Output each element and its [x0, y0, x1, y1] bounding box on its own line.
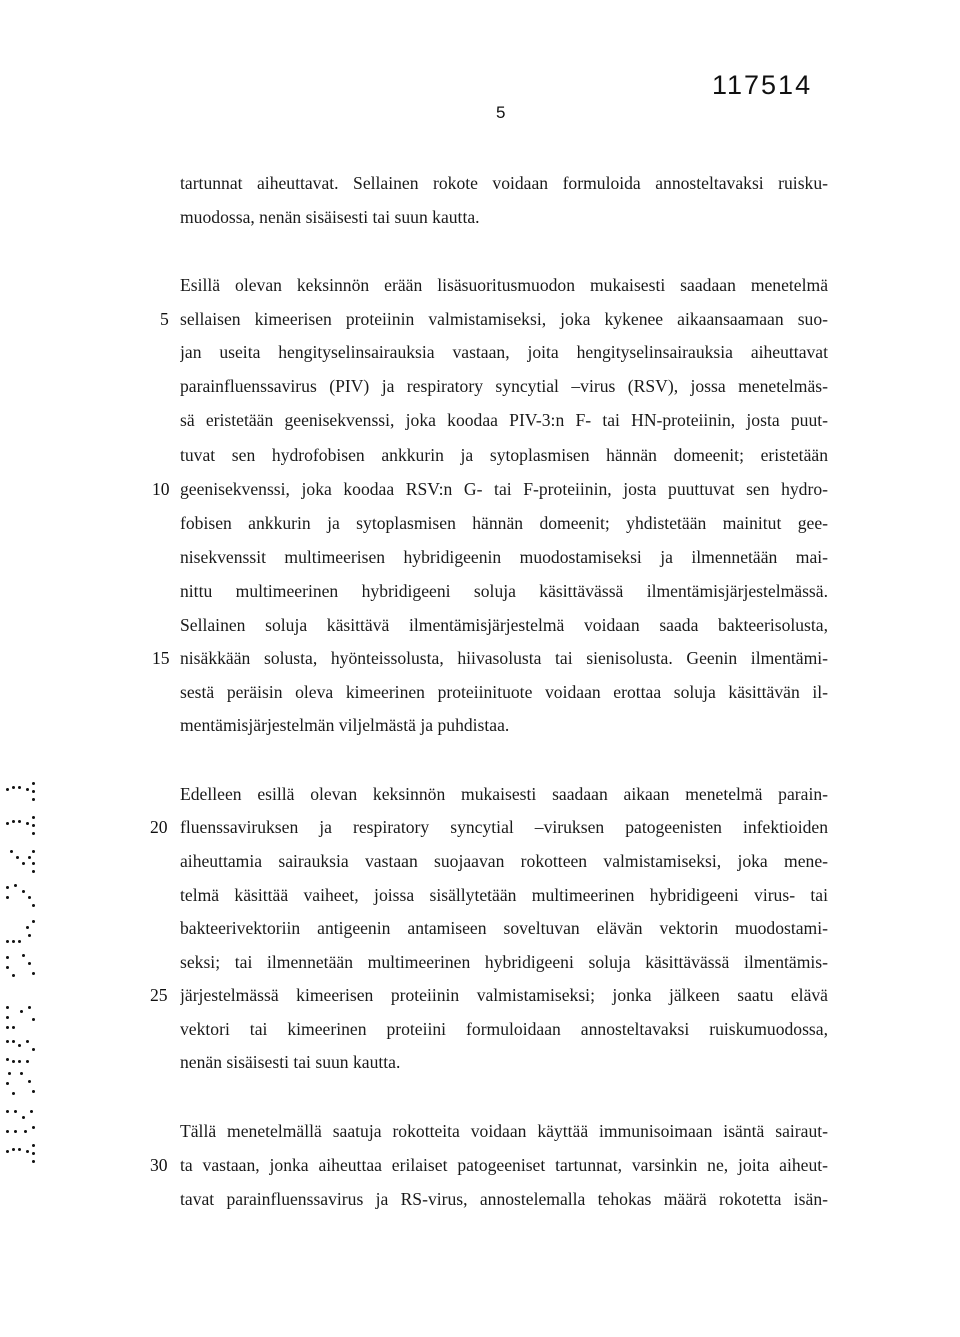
text-line: tuvat sen hydrofobisen ankkurin ja sytoplasmisen hännän domeenit; eristetään [180, 445, 828, 465]
text-line: bakteerivektoriin antigeenin antamiseen soveltuvan elävän vektorin muodostami- [180, 918, 828, 938]
margin-dot [14, 1110, 17, 1113]
margin-dot [12, 974, 15, 977]
margin-dot [10, 850, 13, 853]
patent-number: 117514 [712, 70, 813, 100]
margin-dot-cluster [4, 1038, 36, 1074]
text-line: tartunnat aiheuttavat. Sellainen rokote voidaan formuloida annosteltavaksi ruisku- [180, 173, 828, 193]
margin-dot-cluster [4, 1070, 36, 1106]
margin-dot [30, 1110, 33, 1113]
margin-dot [32, 1126, 35, 1129]
text-line: nisekvenssit multimeerisen hybridigeenin muodostamiseksi ja ilmennetään mai- [180, 547, 828, 567]
text-line: Sellainen soluja käsittävä ilmentämisjärjestelmä voidaan saada bakteerisolusta, [180, 615, 828, 635]
line-number: 25 [150, 985, 168, 1005]
margin-dot [18, 940, 21, 943]
margin-dot [22, 890, 25, 893]
margin-dot-cluster [4, 780, 36, 816]
text-line: fobisen ankkurin ja sytoplasmisen hännän domeenit; yhdistetään mainitut gee- [180, 513, 828, 533]
margin-dot [6, 1150, 9, 1153]
margin-dot [6, 1130, 9, 1133]
margin-dot [12, 786, 15, 789]
margin-dot-cluster [4, 882, 36, 918]
text-line: tavat parainfluenssavirus ja RS-virus, annostelemalla tehokas määrä rokotetta isän- [180, 1189, 828, 1209]
margin-dot [32, 1152, 35, 1155]
margin-dot [18, 786, 21, 789]
text-line: nenän sisäisesti tai suun kautta. [180, 1052, 401, 1072]
margin-dot [32, 904, 35, 907]
margin-dot-cluster [4, 814, 36, 850]
margin-dot [32, 790, 35, 793]
margin-dot [6, 788, 9, 791]
margin-dot [6, 940, 9, 943]
line-number: 20 [150, 817, 168, 837]
margin-dot [26, 926, 29, 929]
text-line: fluenssaviruksen ja respiratory syncytial –viruksen patogeenisten infektioiden [180, 817, 828, 837]
margin-dot [28, 962, 31, 965]
text-line: parainfluenssavirus (PIV) ja respiratory syncytial –virus (RSV), jossa menetelmäs- [180, 376, 828, 396]
margin-dot [16, 856, 19, 859]
margin-dot [12, 1026, 15, 1029]
margin-dot [26, 1150, 29, 1153]
margin-dot [32, 920, 35, 923]
margin-dot [6, 886, 9, 889]
margin-dot [12, 1092, 15, 1095]
margin-dot [32, 782, 35, 785]
margin-dot [28, 896, 31, 899]
margin-dot [14, 1130, 17, 1133]
margin-dot [14, 884, 17, 887]
margin-dot [18, 1044, 21, 1047]
text-line: Edelleen esillä olevan keksinnön mukaisesti saadaan aikaan menetelmä parain- [180, 784, 828, 804]
margin-dot [6, 956, 9, 959]
margin-dot [6, 1040, 9, 1043]
margin-dot [32, 972, 35, 975]
text-line: sellaisen kimeerisen proteiinin valmistamiseksi, joka kykenee aikaansaamaan suo- [180, 309, 828, 329]
margin-dot [32, 824, 35, 827]
margin-dot [18, 820, 21, 823]
margin-dot [26, 1060, 29, 1063]
margin-dot [20, 1010, 23, 1013]
margin-dot [6, 1082, 9, 1085]
margin-dot [12, 1148, 15, 1151]
text-line: mentämisjärjestelmän viljelmästä ja puhdistaa. [180, 715, 510, 735]
margin-dot-cluster [4, 1004, 36, 1040]
margin-dot [32, 862, 35, 865]
margin-dot-cluster [4, 848, 36, 884]
text-line: vektori tai kimeerinen proteiini formuloidaan annosteltavaksi ruiskumuodossa, [180, 1019, 828, 1039]
margin-dot [28, 934, 31, 937]
line-number: 30 [150, 1155, 168, 1175]
margin-dot-marks [0, 780, 40, 1240]
margin-dot [26, 1040, 29, 1043]
margin-dot [6, 1016, 9, 1019]
margin-dot [12, 820, 15, 823]
text-line: seksi; tai ilmennetään multimeerinen hybridigeeni soluja käsittävässä ilmentämis- [180, 952, 828, 972]
margin-dot [22, 1116, 25, 1119]
text-line: sä eristetään geenisekvenssi, joka koodaa PIV-3:n F- tai HN-proteiinin, josta puut- [180, 410, 828, 430]
margin-dot-cluster [4, 1108, 36, 1144]
margin-dot [32, 832, 35, 835]
margin-dot [12, 1060, 15, 1063]
text-line: jan useita hengityselinsairauksia vastaan, joita hengityselinsairauksia aiheuttavat [180, 342, 828, 362]
margin-dot [24, 1130, 27, 1133]
margin-dot-cluster [4, 1142, 36, 1178]
margin-dot [12, 940, 15, 943]
margin-dot [32, 1144, 35, 1147]
margin-dot [18, 1060, 21, 1063]
text-line: Esillä olevan keksinnön erään lisäsuoritusmuodon mukaisesti saadaan menetelmä [180, 275, 828, 295]
margin-dot [32, 870, 35, 873]
text-line: nittu multimeerinen hybridigeeni soluja käsittävässä ilmentämisjärjestelmässä. [180, 581, 828, 601]
margin-dot [6, 896, 9, 899]
margin-dot [22, 954, 25, 957]
margin-dot [28, 1006, 31, 1009]
margin-dot [6, 1058, 9, 1061]
text-line: järjestelmässä kimeerisen proteiinin valmistamiseksi; jonka jälkeen saatu elävä [180, 985, 828, 1005]
text-line: nisäkkään solusta, hyönteissolusta, hiivasolusta tai sienisolusta. Geenin ilmentämi- [180, 648, 828, 668]
margin-dot [12, 1040, 15, 1043]
page-number: 5 [496, 103, 506, 122]
text-line: telmä käsittää vaiheet, joissa sisällytetään multimeerinen hybridigeeni virus- tai [180, 885, 828, 905]
margin-dot [28, 1080, 31, 1083]
text-line: ta vastaan, jonka aiheuttaa erilaiset patogeeniset tartunnat, varsinkin ne, joita aiheut- [180, 1155, 828, 1175]
margin-dot [32, 1018, 35, 1021]
margin-dot [6, 1006, 9, 1009]
line-number: 5 [160, 309, 169, 329]
margin-dot-cluster [4, 918, 36, 954]
margin-dot [32, 1048, 35, 1051]
margin-dot [32, 816, 35, 819]
margin-dot [6, 822, 9, 825]
text-line: sestä peräisin oleva kimeerinen proteiinituote voidaan erottaa soluja käsittävän il- [180, 682, 828, 702]
margin-dot-cluster [4, 952, 36, 988]
line-number: 10 [152, 479, 170, 499]
margin-dot [26, 788, 29, 791]
margin-dot [26, 822, 29, 825]
margin-dot [32, 1160, 35, 1163]
margin-dot [22, 862, 25, 865]
margin-dot [32, 798, 35, 801]
text-line: aiheuttamia sairauksia vastaan suojaavan rokotteen valmistamiseksi, joka mene- [180, 851, 828, 871]
margin-dot [32, 850, 35, 853]
margin-dot [6, 966, 9, 969]
margin-dot [6, 1110, 9, 1113]
margin-dot [32, 1090, 35, 1093]
text-line: geenisekvenssi, joka koodaa RSV:n G- tai F-proteiinin, josta puuttuvat sen hydro- [180, 479, 828, 499]
margin-dot [8, 1072, 11, 1075]
line-number: 15 [152, 648, 170, 668]
text-line: Tällä menetelmällä saatuja rokotteita voidaan käyttää immunisoimaan isäntä sairaut- [180, 1121, 828, 1141]
margin-dot [20, 1072, 23, 1075]
text-line: muodossa, nenän sisäisesti tai suun kautta. [180, 207, 480, 227]
margin-dot [28, 856, 31, 859]
margin-dot [6, 1026, 9, 1029]
margin-dot [18, 1148, 21, 1151]
